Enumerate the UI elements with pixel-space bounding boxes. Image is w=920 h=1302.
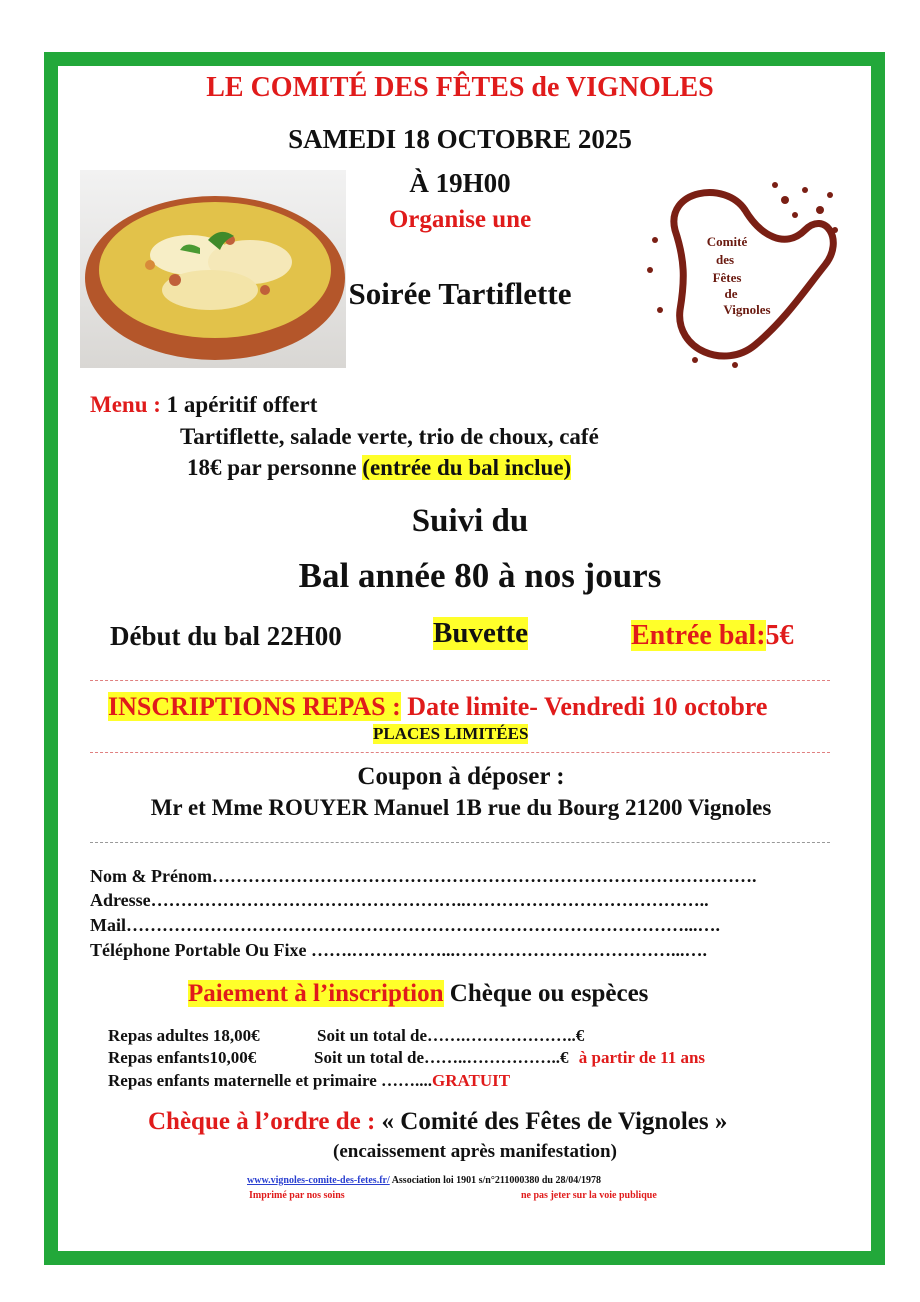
- menu-label: Menu :: [90, 392, 161, 417]
- form-mail: Mail…………………………………………………………………………………...….: [90, 915, 720, 935]
- repas-enfants-total-text: Soit un total de……..……………..€: [314, 1048, 569, 1067]
- menu-price-note: (entrée du bal inclue): [362, 455, 572, 480]
- bal-entry-label: Entrée bal:: [631, 620, 766, 651]
- website-link[interactable]: www.vignoles-comite-des-fetes.fr/: [247, 1175, 390, 1186]
- logo-text-line1: Comité: [706, 234, 748, 249]
- coupon-address: Mr et Mme ROUYER Manuel 1B rue du Bourg 21200 Vignoles: [150, 795, 772, 820]
- repas-enfants: Repas enfants10,00€: [108, 1048, 257, 1067]
- event-date: SAMEDI 18 OCTOBRE 2025: [288, 124, 632, 154]
- logo-text-line3: Fêtes: [712, 270, 742, 285]
- repas-maternelle-text: Repas enfants maternelle et primaire ……....: [108, 1071, 433, 1090]
- separator-2: [90, 752, 830, 753]
- flyer-title: LE COMITÉ DES FÊTES de VIGNOLES: [206, 72, 714, 103]
- repas-adultes-total: Soit un total de…….………………..€: [317, 1026, 585, 1045]
- menu-line3: [187, 455, 571, 481]
- form-nom: Nom & Prénom……………………………………………………………………………….: [90, 866, 757, 886]
- paiement-label: Paiement à l’inscription: [188, 980, 444, 1007]
- cheque-line: [148, 1108, 727, 1136]
- bal-start-time: Début du bal 22H00: [110, 621, 342, 651]
- logo-text-line5: Vignoles: [723, 302, 771, 317]
- event-time: À 19H00: [409, 168, 511, 198]
- repas-maternelle: [108, 1071, 510, 1091]
- footer-line1: [247, 1175, 601, 1186]
- cheque-label: Chèque à l’ordre de :: [148, 1108, 376, 1135]
- menu-line1: [90, 392, 317, 418]
- menu-aperitif: 1 apéritif offert: [166, 392, 318, 417]
- suivi-du: Suivi du: [411, 503, 529, 539]
- cheque-note: (encaissement après manifestation): [333, 1141, 617, 1162]
- menu-line2: Tartiflette, salade verte, trio de choux, café: [180, 424, 599, 449]
- repas-gratuit: GRATUIT: [432, 1071, 511, 1090]
- event-name: Soirée Tartiflette: [348, 276, 572, 311]
- comite-logo: [635, 170, 845, 375]
- association-text: Association loi 1901 s/n°211000380 du 28/04/1978: [391, 1175, 601, 1186]
- menu-price: 18€ par personne: [187, 455, 357, 480]
- form-telephone: Téléphone Portable Ou Fixe …….……………...………………………………...….: [90, 940, 707, 960]
- ne-pas-jeter-text: ne pas jeter sur la voie publique: [521, 1190, 657, 1201]
- form-adresse: Adresse……………………………………………..…………………………………..: [90, 890, 709, 910]
- coupon-title: Coupon à déposer :: [357, 763, 565, 790]
- repas-adultes: Repas adultes 18,00€: [108, 1026, 260, 1045]
- buvette-label: Buvette: [433, 617, 529, 649]
- bal-entry-amount: 5€: [765, 620, 794, 651]
- inscriptions-line: [108, 692, 767, 722]
- tartiflette-dish-image: [80, 170, 346, 368]
- repas-enfants-total: [314, 1048, 705, 1068]
- places-limitees: PLACES LIMITÉES: [373, 724, 529, 743]
- logo-text-line2: des: [715, 252, 735, 267]
- repas-enfants-note: à partir de 11 ans: [578, 1048, 706, 1067]
- logo-text-line4: de: [724, 286, 738, 301]
- paiement-line: [188, 980, 648, 1008]
- organise-text: Organise une: [388, 206, 532, 233]
- separator-1: [90, 680, 830, 681]
- cheque-beneficiaire: « Comité des Fêtes de Vignoles »: [381, 1108, 728, 1135]
- bal-entry-price: [631, 620, 794, 652]
- inscriptions-deadline: Date limite- Vendredi 10 octobre: [407, 692, 768, 721]
- paiement-mode: Chèque ou espèces: [449, 980, 649, 1007]
- inscriptions-label: INSCRIPTIONS REPAS :: [108, 692, 401, 721]
- bal-title: Bal année 80 à nos jours: [298, 556, 662, 595]
- separator-3: [90, 842, 830, 843]
- imprime-text: Imprimé par nos soins: [249, 1190, 345, 1201]
